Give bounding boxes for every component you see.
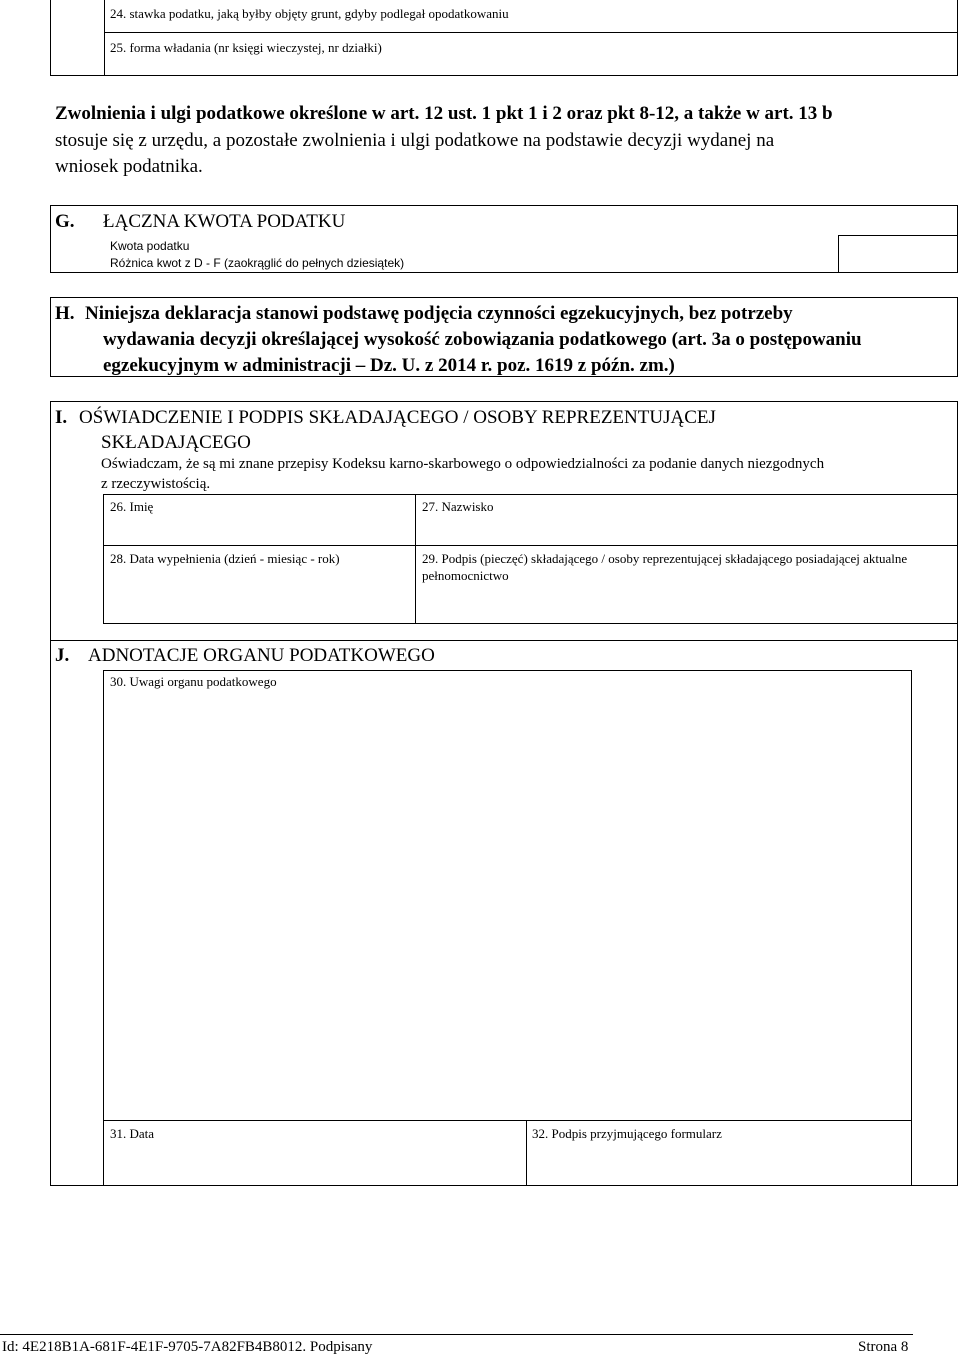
field-25-label: 25. forma władania (nr księgi wieczystej, nr działki) — [110, 40, 382, 55]
section-i-title-1: OŚWIADCZENIE I PODPIS SKŁADAJĄCEGO / OSOBY REPREZENTUJĄCEJ — [79, 407, 716, 428]
tax-difference-label: Różnica kwot z D - F (zaokrąglić do pełnych dziesiątek) — [110, 256, 405, 270]
section-i-letter: I. — [55, 407, 68, 428]
section-j-letter: J. — [55, 645, 70, 666]
section-g-letter: G. — [55, 211, 75, 232]
section-h-line-3: egzekucyjnym w administracji – Dz. U. z 2014 r. poz. 1619 z późn. zm.) — [103, 355, 675, 376]
top-table-left-divider — [104, 0, 105, 76]
document-id: Id: 4E218B1A-681F-4E1F-9705-7A82FB4B8012. Podpisany — [2, 1339, 373, 1355]
page-number: Strona 8 — [858, 1339, 909, 1355]
exemptions-line-1: Zwolnienia i ulgi podatkowe określone w art. 12 ust. 1 pkt 1 i 2 oraz pkt 8-12, a także w art. 13 b — [55, 103, 833, 124]
section-h-line-1: Niniejsza deklaracja stanowi podstawę podjęcia czynności egzekucyjnych, bez potrzeby — [85, 303, 793, 324]
footer-rule — [0, 1334, 913, 1335]
top-table-row-divider — [104, 32, 958, 33]
section-h-letter: H. — [55, 303, 75, 324]
field-30-label: 30. Uwagi organu podatkowego — [110, 674, 277, 689]
field-32-label: 32. Podpis przyjmującego formularz — [532, 1126, 722, 1141]
statement-line-2: z rzeczywistością. — [101, 476, 211, 492]
field-29-label-2: pełnomocnictwo — [422, 568, 509, 583]
field-24-label: 24. stawka podatku, jaką byłby objęty grunt, gdyby podlegał opodatkowaniu — [110, 6, 509, 21]
receipt-date-field[interactable] — [104, 1121, 526, 1185]
tax-amount-label: Kwota podatku — [110, 239, 190, 253]
exemptions-line-3: wniosek podatnika. — [55, 156, 203, 177]
field-29-label-1: 29. Podpis (pieczęć) składającego / osoby reprezentującej składającego posiadającej aktualne — [422, 551, 908, 566]
field-31-label: 31. Data — [110, 1126, 155, 1141]
field-27-label: 27. Nazwisko — [422, 499, 494, 514]
section-h-line-2: wydawania decyzji określającej wysokość zobowiązania podatkowego (art. 3a o postępowaniu — [103, 329, 862, 350]
statement-line-1: Oświadczam, że są mi znane przepisy Kodeksu karno-skarbowego o odpowiedzialności za podanie danych niezgodnych — [101, 456, 825, 472]
office-notes-field[interactable] — [104, 671, 911, 1119]
last-name-field[interactable] — [416, 495, 957, 545]
exemptions-line-2: stosuje się z urzędu, a pozostałe zwolnienia i ulgi podatkowe na podstawie decyzji wydanej na — [55, 130, 775, 151]
section-j-divider — [50, 640, 958, 641]
section-i-title-2: SKŁADAJĄCEGO — [101, 432, 251, 453]
tax-amount-field[interactable] — [838, 235, 958, 273]
section-g-title: ŁĄCZNA KWOTA PODATKU — [103, 211, 346, 232]
section-j-title: ADNOTACJE ORGANU PODATKOWEGO — [88, 645, 435, 666]
field-26-label: 26. Imię — [110, 499, 154, 514]
field-28-label: 28. Data wypełnienia (dzień - miesiąc - rok) — [110, 551, 340, 566]
